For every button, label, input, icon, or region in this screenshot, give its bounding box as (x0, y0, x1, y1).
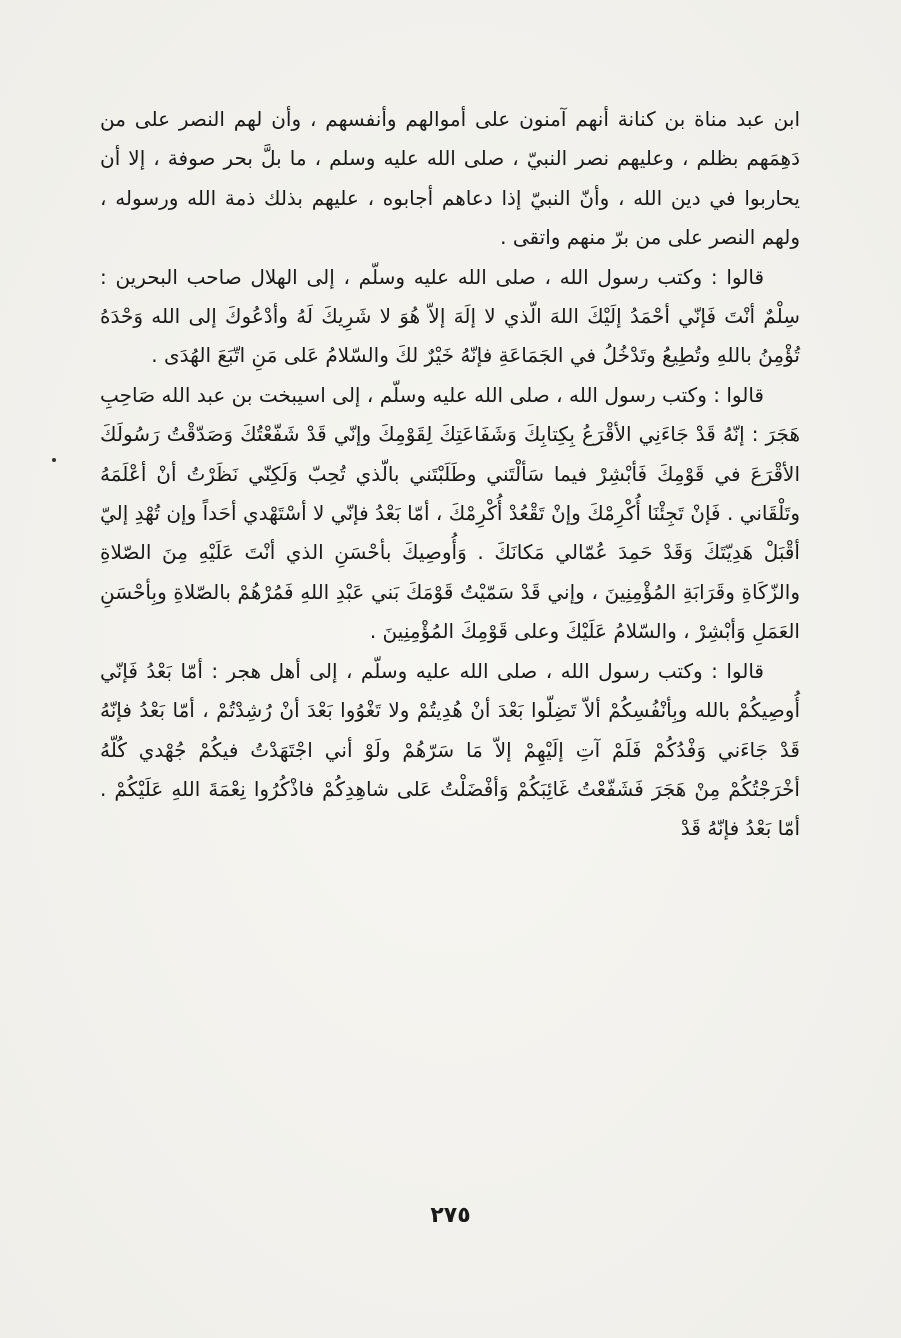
body-text (100, 100, 800, 849)
paragraph-letter-hilal: قالوا : وكتب رسول الله ، صلى الله عليه وسلّم ، إلى الهلال صاحب البحرين : سِلْمٌ أنْتَ فَإنّي أحْمَدُ إلَيْكَ اللهَ الّذي لا إلَهَ إلاّ هُوَ لا شَرِيكَ لَهُ وأدْعُوكَ إلى الله وَحْدَهُ تُؤْمِنُ باللهِ وتُطِيعُ وتَدْخُلُ في الجَمَاعَةِ فإنّهُ خَيْرٌ لكَ والسّلامُ عَلى مَنِ اتّبَعَ الهُدَى . (100, 264, 800, 368)
page-number: ٢٧٥ (430, 1203, 471, 1228)
paragraph-treaty-kinana: ابن عبد مناة بن كنانة أنهم آمنون على أموالهم وأنفسهم ، وأن لهم النصر على من دَهِمَهم بظلم ، وعليهم نصر النبيّ ، صلى الله عليه وسلم ، ما بلَّ بحر صوفة ، إلا أن يحاربوا في دين الله ، وأنّ النبيّ إذا دعاهم أجابوه ، عليهم بذلك ذمة الله ورسوله ، ولهم النصر على من برّ منهم واتقى . (100, 107, 800, 250)
paragraph-letter-hajar: قالوا : وكتب رسول الله ، صلى الله عليه وسلّم ، إلى أهل هجر : أمّا بَعْدُ فَإنّي أُوصِيكُمْ بالله وبِأنْفُسِكُمْ ألاّ تَضِلّوا بَعْدَ أنْ هُدِيتُمْ ولا تَغْوُوا بَعْدَ أنْ رُشِدْتُمْ ، أمّا بَعْدُ فإنّهُ قَدْ جَاءَني وَفْدُكُمْ فَلَمْ آتِ إلَيْهِمْ إلاّ مَا سَرّهُمْ ولَوْ أني اجْتَهَدْتُ فيكُمْ جُهْدي كُلّهُ أخْرَجْتُكُمْ مِنْ هَجَرَ فَشَفّعْتُ غَائِبَكُمْ وَأفْضَلْتُ عَلى شاهِدِكُمْ فاذْكُرُوا نِعْمَةَ اللهِ عَلَيْكُمْ . أمّا بَعْدُ فإنّهُ قَدْ (100, 658, 800, 841)
ink-speck (52, 458, 56, 462)
paragraph-letter-asibukht: قالوا : وكتب رسول الله ، صلى الله عليه وسلّم ، إلى اسيبخت بن عبد الله صَاحِبِ هَجَرَ : إنّهُ قَدْ جَاءَنِي الأقْرَعُ بِكِتابِكَ وَشَفَاعَتِكَ لِقَوْمِكَ وإنّي قَدْ شَفّعْتُكَ وَصَدّقْتُ رَسُولَكَ الأقْرَعَ في قَوْمِكَ فَأبْشِرْ فيما سَألْتَني وطَلَبْتَني بالّذي تُحِبّ وَلَكِنّي نَظَرْتُ أنْ أعْلَمَهُ وتَلْقَاني . فَإنْ تَجِئْنَا أُكْرِمْكَ وإنْ تَقْعُدْ أُكْرِمْكَ ، أمّا بَعْدُ فإنّي لا أسْتَهْدي أحَداً وإن تُهْدِ إليّ أقْبَلْ هَدِيّتَكَ وَقَدْ حَمِدَ عُمّالي مَكانَكَ . وَأُوصِيكَ بأحْسَنِ الذي أنْتَ عَلَيْهِ مِنَ الصّلاةِ والزّكَاةِ وقَرَابَةِ المُؤْمِنِينَ ، وإني قَدْ سَمّيْتُ قَوْمَكَ بَني عَبْدِ اللهِ فَمُرْهُمْ بالصّلاةِ وبِأحْسَنِ العَمَلِ وَأبْشِرْ ، والسّلامُ عَلَيْكَ وعلى قَوْمِكَ المُؤْمِنِينَ . (100, 382, 800, 644)
